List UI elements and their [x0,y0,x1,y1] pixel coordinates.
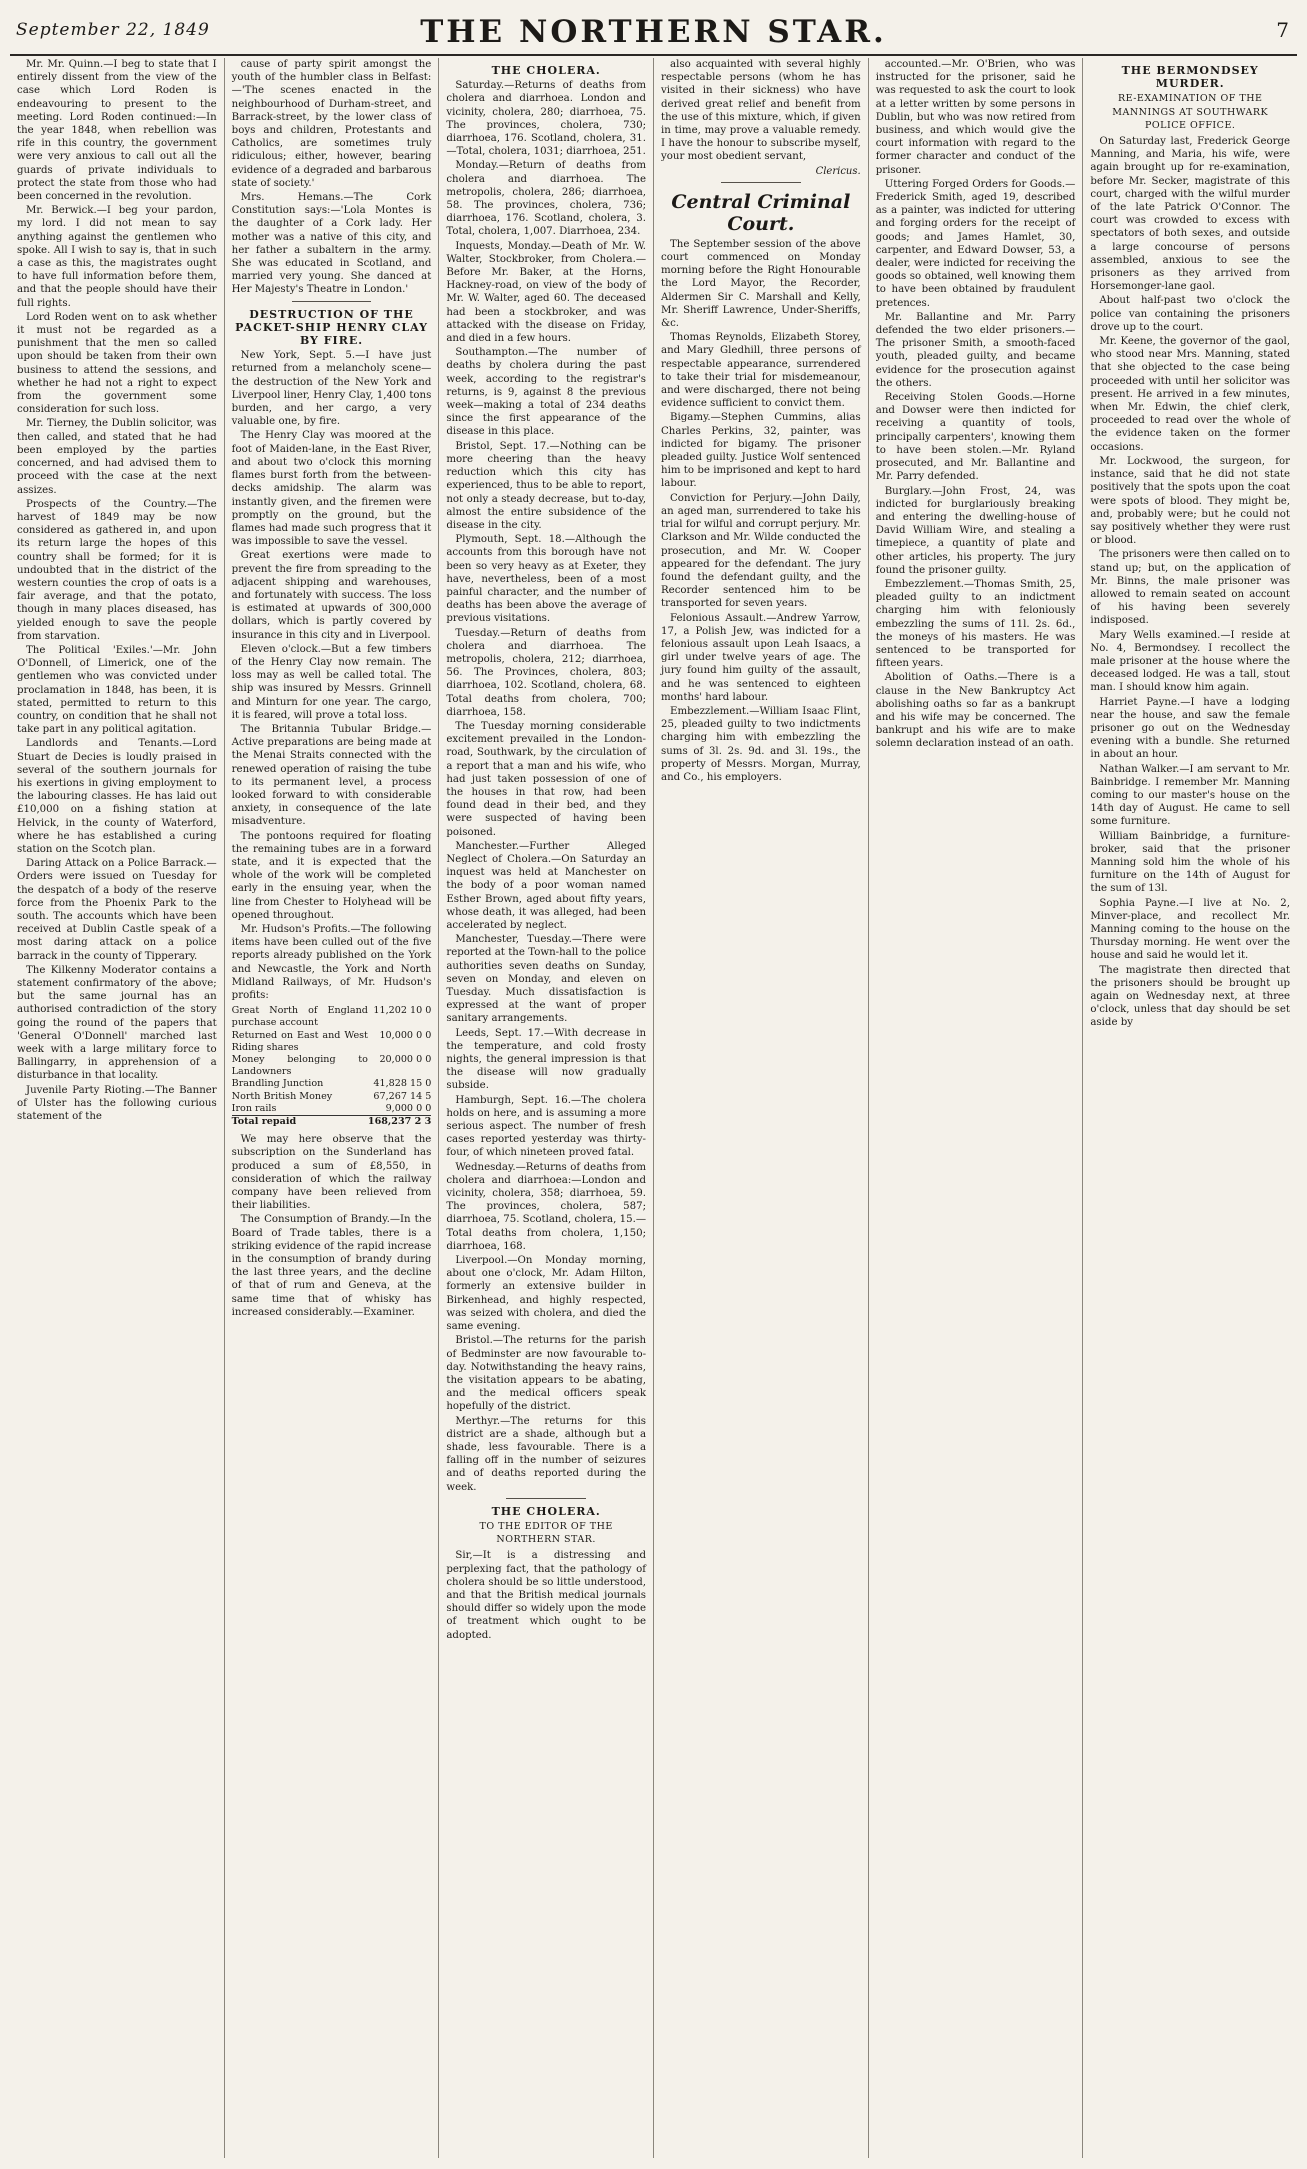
article-paragraph: Mr. Berwick.—I beg your pardon, my lord. I did not mean to say anything against the gentlemen who spoke. All I wish to say is, that in such a case as this, the magistrates ought to have full information before them, and that the people should have their full rights. [17,205,217,309]
section-divider [292,301,372,302]
article-paragraph: Mrs. Hemans.—The Cork Constitution says:—'Lola Montes is the daughter of a Cork lady. Her mother was a native of this city, and her father a subaltern in the army. She was educated in Scotland, and married very young. She danced at Her Majesty's Theatre in London.' [231,192,432,296]
letter-signature: Clericus. [815,165,861,177]
article-paragraph: Prospects of the Country.—The harvest of 1849 may be now considered as gathered in, and upon its return large the hopes of this country shall be formed; for it is undoubted that in the district of the western counties the crop of oats is a fair average, and that the potato, though in many places diseased, has yielded enough to save the people from starvation. [17,498,217,642]
article-paragraph: Felonious Assault.—Andrew Yarrow, 17, a Polish Jew, was indicted for a felonious assault upon Leah Isaacs, a girl under twelve years of age. The jury found him guilty of the assault, and he was sentenced to eighteen months' hard labour. [661,612,861,703]
article-paragraph: Saturday.—Returns of deaths from cholera and diarrhoea. London and vicinity, cholera, 280; diarrhoea, 75. The provinces, cholera, 730; diarrhoea, 176. Scotland, cholera, 31.—Total, cholera, 1031; diarrhoea, 251. [446,80,647,158]
headline-cholera: THE CHOLERA. [491,64,601,77]
article-paragraph: On Saturday last, Frederick George Manning, and Maria, his wife, were again brought up for re-examination, before Mr. Secker, magistrate of this court, charged with the wilful murder of the late Patrick O'Connor. The court was crowded to excess with spectators of both sexes, and outside a large concourse of persons assembled, anxious to see the prisoners as they arrived from Horsemonger-lane gaol. [1090,136,1291,293]
article-paragraph: Lord Roden went on to ask whether it must not be regarded as a punishment that the men so called upon should be taken from their own business to attend the sessions, and whether he had not a right to expect from the government some consideration for such loss. [17,311,217,416]
article-paragraph: Plymouth, Sept. 18.—Although the accounts from this borough have not been so very heavy as at Exeter, they have, nevertheless, been of a most painful character, and the number of deaths has been above the average of previous visitations. [446,534,647,625]
article-paragraph: The Kilkenny Moderator contains a statement confirmatory of the above; but the same journal has an authorised contradiction of the story going the round of the papers that 'General O'Donnell' marched last week with a large military force to Ballingarry, in apprehension of a disturbance in that locality. [17,964,217,1082]
table-row-label: North British Money [231,1090,333,1102]
subheadline-mannings: RE-EXAMINATION OF THE MANNINGS AT SOUTHWARK POLICE OFFICE. [1112,93,1269,131]
article-paragraph: Receiving Stolen Goods.—Horne and Dowser were then indicted for receiving a quantity of tools, principally carpenters', knowing them to have been stolen.—Mr. Ryland prosecuted, and Mr. Ballantine and Mr. Parry defended. [875,392,1076,483]
headline-bermondsey-murder: THE BERMONDSEY MURDER. [1121,64,1259,91]
article-paragraph: Burglary.—John Frost, 24, was indicted for burglariously breaking and entering the dwelling-house of David William Wire, and stealing a timepiece, a quantity of plate and other articles, his property. The jury found the prisoner guilty. [875,485,1076,576]
column-1 [10,58,225,2158]
column-2 [225,58,440,2158]
article-paragraph: The Tuesday morning considerable excitement prevailed in the London-road, Southwark, by the circulation of a report that a man and his wife, who had just taken possession of one of the houses in that row, had been found dead in their bed, and they were suspected of having been poisoned. [446,720,647,838]
column-6 [1083,58,1297,2158]
headline-criminal-court: Central Criminal Court. [671,190,851,235]
article-paragraph: Embezzlement.—William Isaac Flint, 25, pleaded guilty to two indictments charging him with embezzling the sums of 3l. 2s. 9d. and 3l. 19s., the property of Messrs. Morgan, Murray, and Co., his employers. [661,705,861,783]
article-paragraph: Liverpool.—On Monday morning, about one o'clock, Mr. Adam Hilton, formerly an extensive builder in Birkenhead, and highly respected, was seized with cholera, and died the same evening. [446,1255,647,1333]
page-number: 7 [1276,18,1289,42]
newspaper-title: THE NORTHERN STAR. [420,14,887,50]
article-paragraph: accounted.—Mr. O'Brien, who was instructed for the prisoner, said he was requested to ask the court to look at a letter written by some persons in Dublin, but who was now retired from business, and which would give the court information with regard to the former character and conduct of the prisoner. [875,59,1076,176]
article-paragraph: Thomas Reynolds, Elizabeth Storey, and Mary Gledhill, three persons of respectable appearance, surrendered to take their trial for misdemeanour, and were discharged, there not being evidence sufficient to convict them. [661,332,861,410]
table-row [232,1054,432,1078]
article-paragraph: Tuesday.—Return of deaths from cholera and diarrhoea. The metropolis, cholera, 212; diarrhoea, 56. The Provinces, cholera, 803; diarrhoea, 102. Scotland, cholera, 68. Total deaths from cholera, 700; diarrhoea, 158. [446,627,647,718]
article-paragraph: Manchester, Tuesday.—There were reported at the Town-hall to the police authorities seven deaths on Sunday, seven on Monday, and eleven on Tuesday. Much dissatisfaction is expressed at the want of proper sanitary arrangements. [446,934,647,1025]
article-paragraph: Bristol, Sept. 17.—Nothing can be more cheering than the heavy reduction which this city has experienced, thus to be able to report, not only a steady decrease, but to-day, almost the entire subsidence of the disease in the city. [446,440,647,531]
table-row-amount: 10,000 0 0 [379,1029,432,1041]
article-paragraph: Abolition of Oaths.—There is a clause in the New Bankruptcy Act abolishing oaths so far as a bankrupt and his wife may be concerned. The bankrupt and his wife are to make solemn declaration instead of an oath. [875,672,1076,750]
article-paragraph: The Henry Clay was moored at the foot of Maiden-lane, in the East River, and about two o'clock this morning flames burst forth from the between-decks amidship. The alarm was instantly given, and the firemen were promptly on the ground, but the flames had made such progress that it was impossible to save the vessel. [231,430,432,548]
article-paragraph: Eleven o'clock.—But a few timbers of the Henry Clay now remain. The loss may as well be called total. The ship was insured by Messrs. Grinnell and Minturn for one year. The cargo, it is feared, will prove a total loss. [231,643,432,721]
article-paragraph: Southampton.—The number of deaths by cholera during the past week, according to the registrar's returns, is 9, against 8 the previous week—making a total of 234 deaths since the first appearance of the disease in this place. [446,347,647,438]
table-row-amount: 9,000 0 0 [385,1102,432,1114]
article-paragraph: Uttering Forged Orders for Goods.—Frederick Smith, aged 19, described as a painter, was indicted for uttering and forging orders for the receipt of goods; and James Hamlet, 30, carpenter, and Edward Dowser, 53, a dealer, were indicted for receiving the goods so obtained, well knowing them to have been obtained by fraudulent pretences. [875,178,1076,309]
article-paragraph: Juvenile Party Rioting.—The Banner of Ulster has the following curious statement of the [17,1084,217,1123]
article-paragraph: We may here observe that the subscription on the Sunderland has produced a sum of £8,550, in consideration of which the railway company have been relieved from their liabilities. [231,1134,432,1212]
article-paragraph: Mr. Ballantine and Mr. Parry defended the two elder prisoners.—The prisoner Smith, a smooth-faced youth, pleaded guilty, and became evidence for the prosecution against the others. [875,311,1076,389]
article-paragraph: The September session of the above court commenced on Monday morning before the Right Honourable the Lord Mayor, the Recorder, Aldermen Sir C. Marshall and Kelly, Mr. Sheriff Lawrence, Under-Sheriffs, &c. [661,238,861,330]
article-paragraph: also acquainted with several highly respectable persons (whom he has visited in their sickness) who have derived great relief and benefit from the use of this mixture, which, if given in time, may prove a valuable remedy. I have the honour to subscribe myself, your most obedient servant, [661,59,861,163]
article-paragraph: Hamburgh, Sept. 16.—The cholera holds on here, and is assuming a more serious aspect. The number of fresh cases reported yesterday was thirty-four, of which nineteen proved fatal. [446,1094,647,1159]
article-paragraph: Nathan Walker.—I am servant to Mr. Bainbridge. I remember Mr. Manning coming to our master's house on the 14th day of August. He came to sell some furniture. [1090,763,1291,828]
masthead [10,8,1297,56]
table-row-label: Great North of England purchase account [231,1005,368,1029]
headline-cholera-letter: THE CHOLERA. [491,1504,601,1518]
article-paragraph: Conviction for Perjury.—John Daily, an aged man, surrendered to take his trial for wilful and corrupt perjury. Mr. Clarkson and Mr. Wilde conducted the prosecution, and Mr. W. Cooper appeared for the defendant. The jury found the defendant guilty, and the Recorder sentenced him to be transported for seven years. [661,492,861,610]
hudson-profits-table [232,1005,432,1128]
table-row-amount: 67,267 14 5 [373,1090,432,1102]
article-paragraph: About half-past two o'clock the police van containing the prisoners drove up to the court. [1090,295,1291,333]
article-paragraph: New York, Sept. 5.—I have just returned from a melancholy scene—the destruction of the New York and Liverpool liner, Henry Clay, 1,400 tons burden, and her cargo, a very valuable one, by fire. [231,350,432,428]
article-paragraph: Sophia Payne.—I live at No. 2, Minver-place, and recollect Mr. Manning coming to the house on the Thursday morning. He went over the house and said he would let it. [1090,897,1291,962]
table-row-label: Iron rails [231,1102,277,1114]
article-paragraph: Bigamy.—Stephen Cummins, alias Charles Perkins, 32, painter, was indicted for bigamy. The prisoner pleaded guilty. Justice Wolf sentenced him to be imprisoned and kept to hard labour. [661,412,861,490]
article-paragraph: Mr. Keene, the governor of the gaol, who stood near Mrs. Manning, stated that she objected to the case being proceeded with until her solicitor was present. He arrived in a few minutes, when Mr. Edwin, the chief clerk, proceeded to read over the whole of the evidence taken on the former occasions. [1090,336,1291,453]
table-total-amount: 168,237 2 3 [367,1116,432,1128]
article-paragraph: cause of party spirit amongst the youth of the humbler class in Belfast:—'The scenes enacted in the neighbourhood of Durham-street, and Barrack-street, by the lower class of boys and children, Protestants and Catholics, are sometimes truly ridiculous; either, however, bearing evidence of a degraded and barbarous state of society.' [231,59,432,189]
article-paragraph: Mr. Tierney, the Dublin solicitor, was then called, and stated that he had been employed by the parties concerned, and had advised them to proceed with the case at the next assizes. [17,418,217,496]
headline-henry-clay: DESTRUCTION OF THE PACKET-SHIP HENRY CLAY BY FIRE. [235,307,428,348]
column-3 [439,58,654,2158]
table-row [232,1030,432,1054]
article-paragraph: The prisoners were then called on to stand up; but, on the application of Mr. Binns, the male prisoner was allowed to remain seated on account of his having been severely indisposed. [1090,549,1291,627]
article-paragraph: Bristol.—The returns for the parish of Bedminster are now favourable to-day. Notwithstanding the heavy rains, the visitation appears to be abating, and the medical officers speak hopefully of the district. [446,1335,647,1413]
table-row-amount: 41,828 15 0 [373,1078,432,1090]
table-row [232,1005,432,1029]
column-5 [869,58,1084,2158]
section-divider [721,182,801,183]
article-paragraph: Sir,—It is a distressing and perplexing fact, that the pathology of cholera should be so little understood, and that the British medical journals should differ so widely upon the mode of treatment which ought to be adopted. [446,1550,647,1641]
table-row-amount: 11,202 10 0 [373,1005,432,1017]
table-total-row [232,1116,432,1129]
article-paragraph: William Bainbridge, a furniture-broker, said that the prisoner Manning sold him the whole of his furniture on the 14th of August for the sum of 13l. [1090,830,1291,895]
article-paragraph: Wednesday.—Returns of deaths from cholera and diarrhoea:—London and vicinity, cholera, 358; diarrhoea, 59. The provinces, cholera, 587; diarrhoea, 75. Scotland, cholera, 15.—Total deaths from cholera, 1,150; diarrhoea, 168. [446,1161,647,1252]
article-paragraph: The Britannia Tubular Bridge.—Active preparations are being made at the Menai Straits connected with the renewed operation of raising the tube to its permanent level, a process looked forward to with considerable anxiety, in consequence of the late misadventure. [231,723,432,828]
article-paragraph: Mr. Lockwood, the surgeon, for instance, said that he did not state positively that the spots upon the coat were spots of blood. They might be, and, probably were; but he could not say positively whether they were rust or blood. [1090,455,1291,547]
table-row [232,1091,432,1103]
table-row-label: Returned on East and West Riding shares [231,1029,368,1053]
article-paragraph: The magistrate then directed that the prisoners should be brought up again on Wednesday next, at three o'clock, unless that day should be set aside by [1090,964,1291,1029]
article-paragraph: Embezzlement.—Thomas Smith, 25, pleaded guilty to an indictment charging him with feloniously embezzling the sums of 11l. 2s. 6d., the moneys of his masters. He was sentenced to be transported for fifteen years. [875,578,1076,670]
article-paragraph: Mr. Mr. Quinn.—I beg to state that I entirely dissent from the view of the case which Lord Roden is endeavouring to present to the meeting. Lord Roden continued:—In the year 1848, when rebellion was rife in this country, the government were very anxious to call out all the guards of private individuals to protect the state from those who had been concerned in the revolution. [17,59,217,203]
column-4 [654,58,869,2158]
masthead-date: September 22, 1849 [16,20,210,40]
table-row [232,1078,432,1090]
table-row [232,1103,432,1116]
newspaper-columns [10,58,1297,2158]
article-paragraph: The pontoons required for floating the remaining tubes are in a forward state, and it is expected that the whole of the work will be completed early in the ensuing year, when the line from Chester to Holyhead will be opened throughout. [231,830,432,921]
article-paragraph: Leeds, Sept. 17.—With decrease in the temperature, and cold frosty nights, the general impression is that the disease will now gradually subside. [446,1027,647,1092]
article-paragraph: Merthyr.—The returns for this district are a shade, although but a shade, less favourable. There is a falling off in the number of seizures and of deaths reported during the week. [446,1415,647,1493]
table-row-label: Money belonging to Landowners [231,1054,368,1078]
letter-address: TO THE EDITOR OF THE NORTHERN STAR. [479,1520,613,1546]
article-paragraph: Mr. Hudson's Profits.—The following items have been culled out of the five reports already published on the York and Newcastle, the York and North Midland Railways, of Mr. Hudson's profits: [231,924,432,1002]
article-paragraph: Landlords and Tenants.—Lord Stuart de Decies is loudly praised in several of the southern journals for his exertions in giving employment to the labouring classes. He has laid out £10,000 on a fishing station at Helvick, in the county of Waterford, where he has established a curing station on the Scotch plan. [17,738,217,855]
article-paragraph: Great exertions were made to prevent the fire from spreading to the adjacent shipping and warehouses, and fortunately with success. The loss is estimated at upwards of 300,000 dollars, which is partly covered by insurance in this city and in Liverpool. [231,550,432,641]
table-row-amount: 20,000 0 0 [379,1054,432,1066]
article-paragraph: The Consumption of Brandy.—In the Board of Trade tables, there is a striking evidence of the rapid increase in the consumption of brandy during the last three years, and the decline of that of rum and Geneva, at the same time that of whisky has increased considerably.—Examiner. [231,1214,432,1318]
article-paragraph: The Political 'Exiles.'—Mr. John O'Donnell, of Limerick, one of the gentlemen who was convicted under proclamation in 1848, has been, it is stated, permitted to return to this country, on condition that he shall not take part in any political agitation. [17,644,217,736]
article-paragraph: Daring Attack on a Police Barrack.—Orders were issued on Tuesday for the despatch of a body of the reserve force from the Phoenix Park to the south. The accounts which have been received at Dublin Castle speak of a most daring attack on a police barrack in the county of Tipperary. [17,858,217,962]
article-paragraph: Mary Wells examined.—I reside at No. 4, Bermondsey. I recollect the male prisoner at the house where the deceased lodged. He was a tall, stout man. I should know him again. [1090,629,1291,694]
table-row-label: Brandling Junction [231,1078,324,1090]
article-paragraph: Inquests, Monday.—Death of Mr. W. Walter, Stockbroker, from Cholera.—Before Mr. Baker, at the Horns, Hackney-road, on view of the body of Mr. W. Walter, aged 60. The deceased had been a stockbroker, and was attacked with the disease on Friday, and died in a few hours. [446,240,647,345]
article-paragraph: Harriet Payne.—I have a lodging near the house, and saw the female prisoner go out on the Wednesday evening with a bundle. She returned in about an hour. [1090,696,1291,761]
section-divider [506,1498,586,1499]
article-paragraph: Monday.—Return of deaths from cholera and diarrhoea. The metropolis, cholera, 286; diarrhoea, 58. The provinces, cholera, 736; diarrhoea, 176. Scotland, cholera, 3. Total, cholera, 1,007. Diarrhoea, 234. [446,160,647,238]
table-total-label: Total repaid [232,1116,368,1129]
article-paragraph: Manchester.—Further Alleged Neglect of Cholera.—On Saturday an inquest was held at Manchester on the body of a poor woman named Esther Brown, aged about fifty years, whose death, it was alleged, had been accelerated by neglect. [446,840,647,931]
